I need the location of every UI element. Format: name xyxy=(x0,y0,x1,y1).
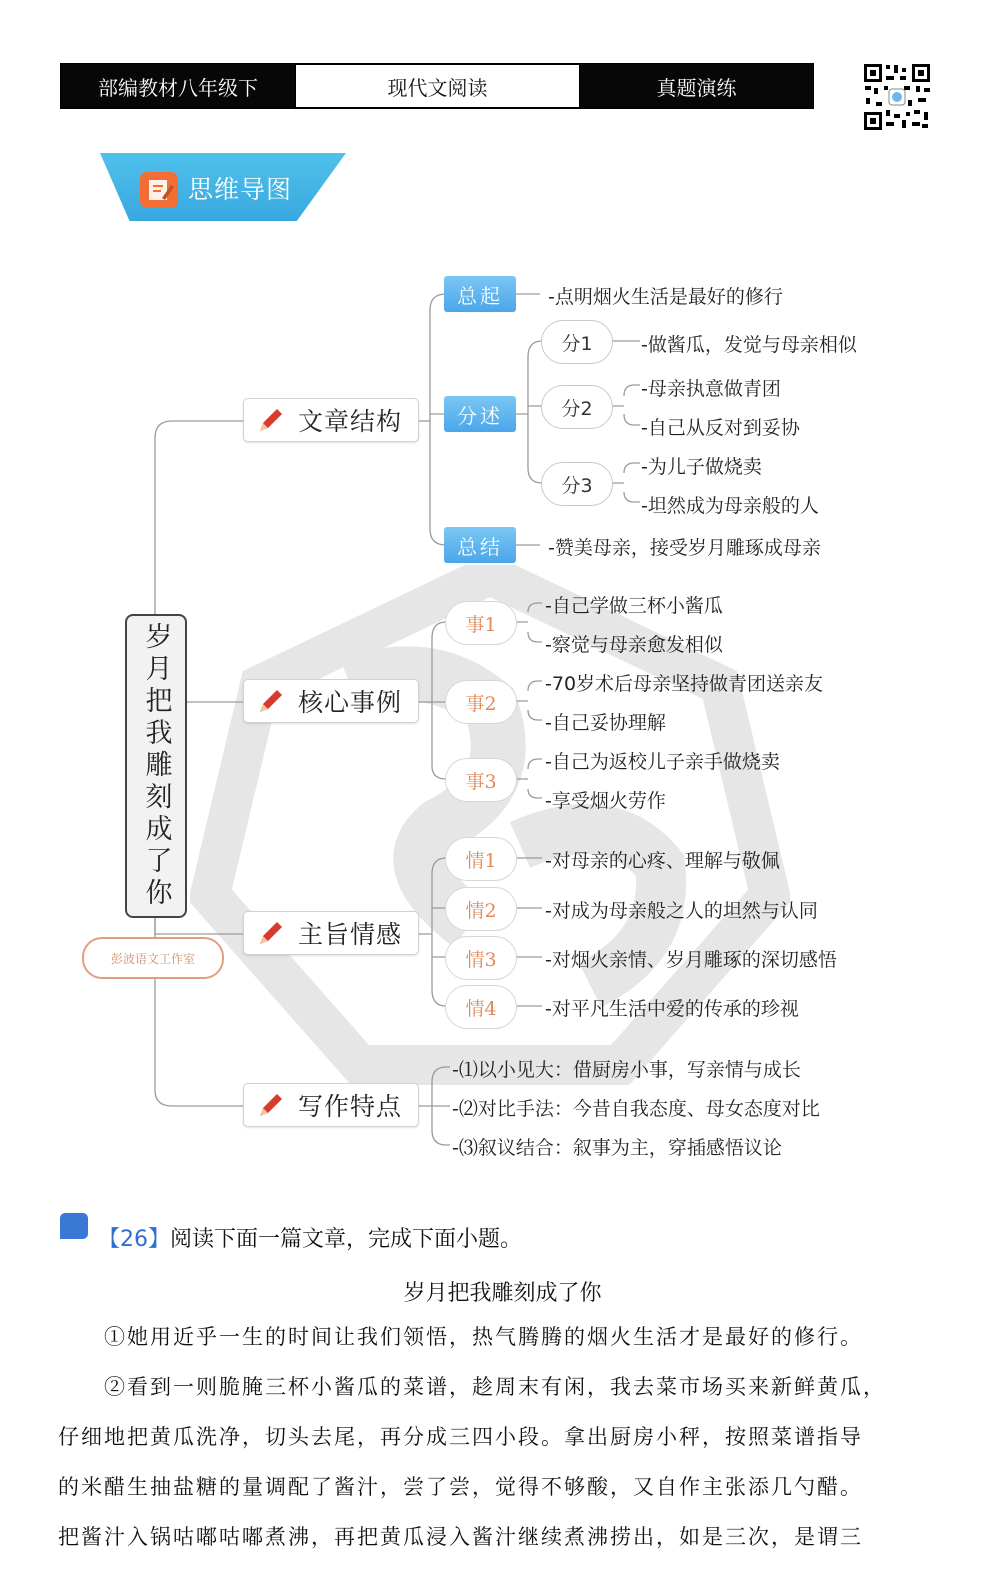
leaf-emotion-1: -对母亲的心疼、理解与敬佩 xyxy=(545,850,780,872)
node-emotion-label: 主旨情感 xyxy=(298,920,403,949)
pencil-icon xyxy=(256,405,286,435)
question-line xyxy=(98,1222,522,1253)
mindmap-section-title: 思维导图 xyxy=(188,175,293,204)
mindmap-root xyxy=(125,614,187,918)
node-events-label: 核心事例 xyxy=(298,688,403,717)
studio-stamp: 彭波语文工作室 xyxy=(82,937,224,979)
leaf-part-3b: -坦然成为母亲般的人 xyxy=(641,495,819,517)
tag-part-2: 分2 xyxy=(541,385,613,429)
leaf-event-3a: -自己为返校儿子亲手做烧卖 xyxy=(545,751,780,773)
root-title: 岁月把我雕刻成了你 xyxy=(140,622,172,910)
tag-emotion-3: 情3 xyxy=(445,936,517,980)
question-bubble-icon xyxy=(60,1213,88,1239)
tag-emotion-2: 情2 xyxy=(445,887,517,931)
tag-event-3: 事3 xyxy=(445,758,517,802)
tag-part-1: 分1 xyxy=(541,320,613,364)
tag-part-3: 分3 xyxy=(541,462,613,506)
leaf-part-1: -做酱瓜，发觉与母亲相似 xyxy=(641,334,857,356)
leaf-event-2b: -自己妥协理解 xyxy=(545,712,666,734)
question-number: 【26】 xyxy=(98,1227,170,1252)
node-events xyxy=(243,679,419,723)
leaf-part-2a: -母亲执意做青团 xyxy=(641,378,781,400)
node-emotion xyxy=(243,911,419,955)
leaf-writing-2: -⑵对比手法：今昔自我态度、母女态度对比 xyxy=(452,1098,820,1120)
tag-zongjie: 总结 xyxy=(444,527,516,563)
node-structure-label: 文章结构 xyxy=(298,407,403,436)
article-title: 岁月把我雕刻成了你 xyxy=(403,1281,602,1306)
leaf-zongqi: -点明烟火生活是最好的修行 xyxy=(548,286,783,308)
article-line-4: 的米醋生抽盐糖的量调配了酱汁，尝了尝，觉得不够酸，又自作主张添几勺醋。 xyxy=(58,1475,863,1499)
article-line-2: ②看到一则脆腌三杯小酱瓜的菜谱，趁周末有闲，我去菜市场买来新鲜黄瓜， xyxy=(104,1375,886,1399)
node-writing-label: 写作特点 xyxy=(298,1092,403,1121)
leaf-emotion-3: -对烟火亲情、岁月雕琢的深切感悟 xyxy=(545,949,837,971)
tag-emotion-1: 情1 xyxy=(445,837,517,881)
pencil-icon xyxy=(256,918,286,948)
node-structure xyxy=(243,398,419,442)
header-subject: 现代文阅读 xyxy=(296,63,579,109)
leaf-part-2b: -自己从反对到妥协 xyxy=(641,417,800,439)
leaf-writing-1: -⑴以小见大：借厨房小事，写亲情与成长 xyxy=(452,1059,801,1081)
pencil-icon xyxy=(256,1090,286,1120)
header-practice: 真题演练 xyxy=(579,63,814,109)
leaf-event-1a: -自己学做三杯小酱瓜 xyxy=(545,595,723,617)
node-writing xyxy=(243,1083,419,1127)
pencil-icon xyxy=(256,686,286,716)
article-line-5: 把酱汁入锅咕嘟咕嘟煮沸，再把黄瓜浸入酱汁继续煮沸捞出，如是三次，是谓三 xyxy=(58,1525,863,1549)
article-line-3: 仔细地把黄瓜洗净，切头去尾，再分成三四小段。拿出厨房小秤，按照菜谱指导 xyxy=(58,1425,863,1449)
leaf-writing-3: -⑶叙议结合：叙事为主，穿插感悟议论 xyxy=(452,1137,782,1159)
leaf-event-3b: -享受烟火劳作 xyxy=(545,790,666,812)
tag-fenshu: 分述 xyxy=(444,396,516,432)
tag-event-1: 事1 xyxy=(445,601,517,645)
tag-event-2: 事2 xyxy=(445,680,517,724)
question-prompt: 阅读下面一篇文章，完成下面小题。 xyxy=(170,1227,523,1252)
tag-zongqi: 总起 xyxy=(444,276,516,312)
article-line-1: ①她用近乎一生的时间让我们领悟，热气腾腾的烟火生活才是最好的修行。 xyxy=(104,1325,863,1349)
tag-emotion-4: 情4 xyxy=(445,985,517,1029)
leaf-event-2a: -70岁术后母亲坚持做青团送亲友 xyxy=(545,673,824,695)
leaf-zongjie: -赞美母亲，接受岁月雕琢成母亲 xyxy=(548,537,821,559)
leaf-event-1b: -察觉与母亲愈发相似 xyxy=(545,634,723,656)
leaf-emotion-4: -对平凡生活中爱的传承的珍视 xyxy=(545,998,799,1020)
leaf-part-3a: -为儿子做烧卖 xyxy=(641,456,762,478)
leaf-emotion-2: -对成为母亲般之人的坦然与认同 xyxy=(545,900,818,922)
header-grade: 部编教材八年级下 xyxy=(60,63,296,109)
